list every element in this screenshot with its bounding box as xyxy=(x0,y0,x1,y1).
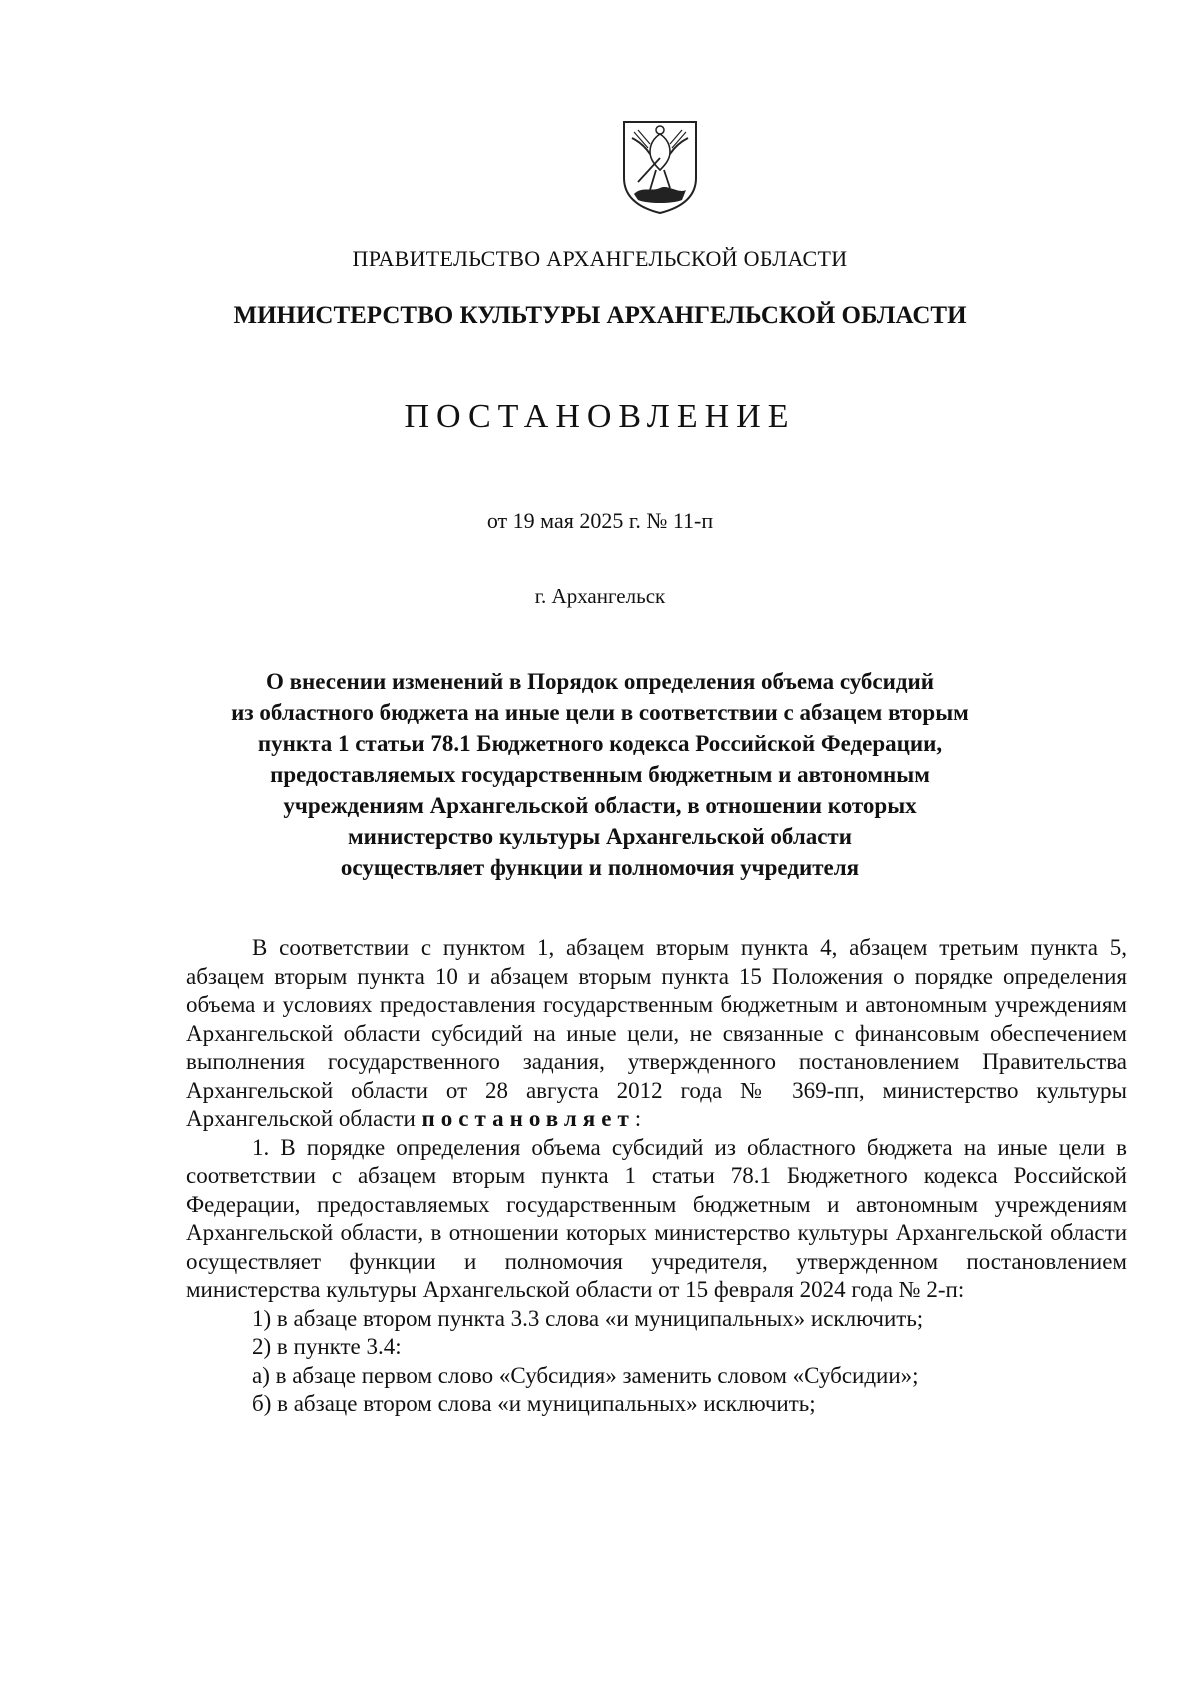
ministry-name: МИНИСТЕРСТВО КУЛЬТУРЫ АРХАНГЕЛЬСКОЙ ОБЛАСТИ xyxy=(233,302,967,329)
city: г. Архангельск xyxy=(534,584,666,608)
title-line: осуществляет функции и полномочия учредителя xyxy=(340,855,860,880)
document-body xyxy=(186,934,1127,1419)
document-type: ПОСТАНОВЛЕНИЕ xyxy=(404,398,796,435)
item-1: 1. В порядке определения объема субсидий из областного бюджета на иные цели в соответствии с абзацем вторым пункта 1 статьи 78.1 Бюджетного кодекса Российской Федерации, предоставляемых государственным бюджетным и автономным учреждениям Архангельской области, в отношении которых министерство культуры Архангельской области осуществляет функции и полномочия учредителя, утвержденном постановлением министерства культуры Архангельской области от 15 февраля 2024 года № 2-п: xyxy=(186,1134,1127,1302)
subitem-2a: а) в абзаце первом слово «Субсидия» заменить словом «Субсидии»; xyxy=(252,1362,919,1388)
title-line: учреждениям Архангельской области, в отношении которых xyxy=(283,793,917,818)
intro-paragraph xyxy=(186,934,1127,1134)
decree-word: постановляет xyxy=(421,1106,635,1131)
subitem-1: 1) в абзаце втором пункта 3.3 слова «и муниципальных» исключить; xyxy=(252,1305,924,1331)
title-line: пункта 1 статьи 78.1 Бюджетного кодекса Российской Федерации, xyxy=(257,731,943,756)
government-name: ПРАВИТЕЛЬСТВО АРХАНГЕЛЬСКОЙ ОБЛАСТИ xyxy=(352,246,848,271)
intro-text: В соответствии с пунктом 1, абзацем вторым пункта 4, абзацем третьим пункта 5, абзацем вторым пункта 10 и абзацем вторым пункта 15 Положения о порядке определения объема и условиях предоставления государственным бюджетным и автономным учреждениям Архангельской области субсидий на иные цели, не связанные с финансовым обеспечением выполнения государственного задания, утвержденного постановлением Правительства Архангельской области от 28 августа 2012 года № 369-пп, министерство культуры Архангельской области xyxy=(186,935,1127,1131)
subitem-2: 2) в пункте 3.4: xyxy=(252,1334,402,1359)
title-line: О внесении изменений в Порядок определения объема субсидий xyxy=(265,669,935,694)
title-line: из областного бюджета на иные цели в соответствии с абзацем вторым xyxy=(231,700,969,725)
subitem-2b: б) в абзаце втором слова «и муниципальных» исключить; xyxy=(252,1391,816,1416)
document-title xyxy=(0,666,1200,883)
decree-colon: : xyxy=(634,1106,642,1131)
date-number: от 19 мая 2025 г. № 11-п xyxy=(486,508,714,533)
title-line: министерство культуры Архангельской области xyxy=(347,824,852,849)
title-line: предоставляемых государственным бюджетным и автономным xyxy=(270,762,930,787)
coat-of-arms-icon xyxy=(620,118,700,216)
